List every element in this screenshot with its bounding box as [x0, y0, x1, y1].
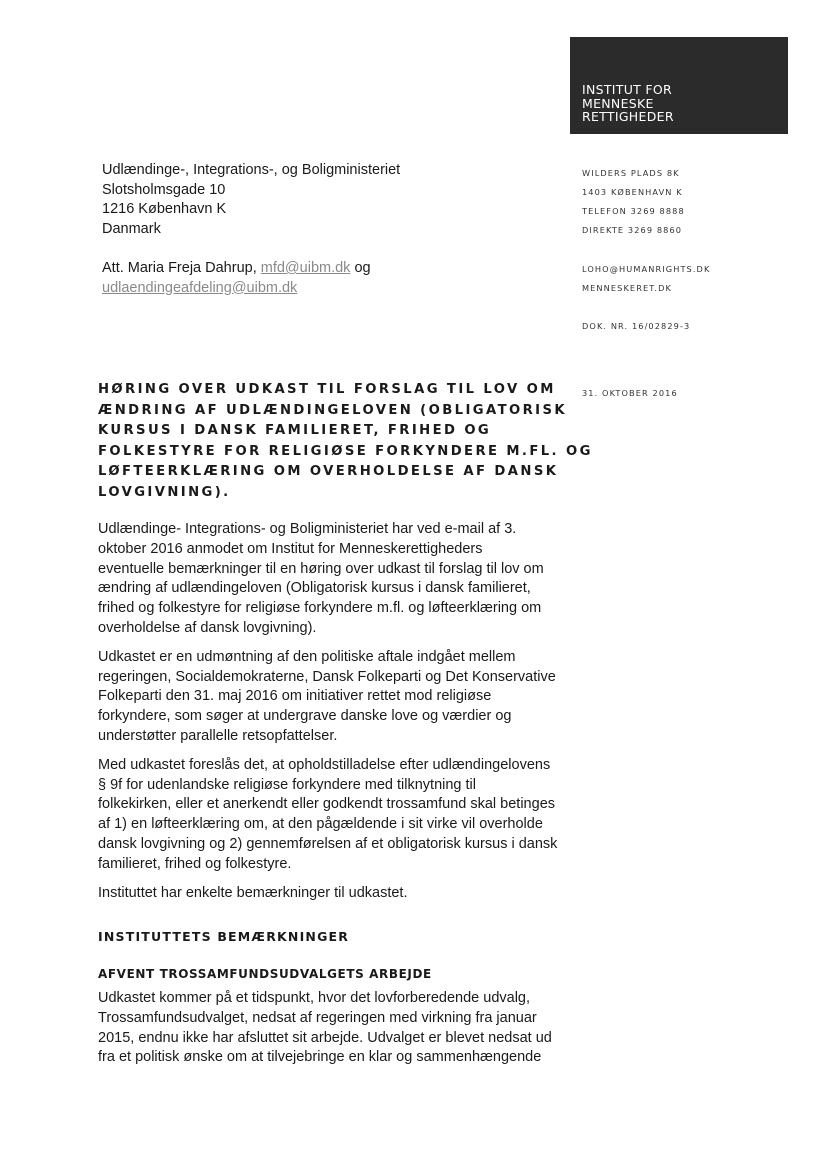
- contact-phone: TELEFON 3269 8888: [582, 206, 685, 216]
- recipient-address: [102, 161, 400, 239]
- letter-body: [98, 520, 568, 912]
- document-number: DOK. NR. 16/02829-3: [582, 321, 691, 331]
- section-heading: INSTITUTTETS BEMÆRKNINGER: [98, 929, 350, 944]
- text-line: fra et politisk ønske om at tilvejebringe en klar og sammenhængende: [98, 1049, 542, 1066]
- text-line: Trossamfundsudvalget, nedsat af regeringen med virkning fra januar: [98, 1009, 537, 1026]
- contact-website: MENNESKERET.DK: [582, 283, 672, 293]
- paragraph-remarks: [98, 884, 568, 904]
- title-line: LOVGIVNING).: [98, 484, 231, 500]
- contact-address-city: 1403 KØBENHAVN K: [582, 187, 683, 197]
- text-line: dansk lovgivning og 2) gennemførelsen af et obligatorisk kursus i dansk: [98, 835, 558, 852]
- letter-date: 31. OKTOBER 2016: [582, 388, 678, 398]
- text-line: § 9f for udenlandske religiøse forkyndere med tilknytning til: [98, 776, 476, 793]
- recipient-line: Danmark: [102, 220, 161, 237]
- contact-direct-phone: DIREKTE 3269 8860: [582, 225, 683, 235]
- title-line: HØRING OVER UDKAST TIL FORSLAG TIL LOV OM: [98, 382, 556, 397]
- att-prefix: Att. Maria Freja Dahrup,: [102, 260, 257, 276]
- text-line: frihed og folkestyre for religiøse forkyndere m.fl. og løfteerklæring om: [98, 600, 542, 617]
- text-line: forkyndere, som søger at undergrave danske love og værdier og: [98, 708, 512, 725]
- text-line: familieret, frihed og folkestyre.: [98, 855, 292, 872]
- text-line: oktober 2016 anmodet om Institut for Menneskerettigheders: [98, 540, 483, 557]
- text-line: Folkeparti den 31. maj 2016 om initiativer rettet mod religiøse: [98, 688, 492, 705]
- text-line: folkekirken, eller et anerkendt eller godkendt trossamfund skal betinges: [98, 796, 556, 813]
- paragraph-proposal: [98, 756, 568, 875]
- att-connector: og: [354, 260, 371, 276]
- paragraph-request: [98, 520, 568, 639]
- contact-email: LOHO@HUMANRIGHTS.DK: [582, 264, 711, 274]
- sub-heading: AFVENT TROSSAMFUNDSUDVALGETS ARBEJDE: [98, 967, 432, 981]
- text-line: 2015, endnu ikke har afsluttet sit arbejde. Udvalget er blevet nedsat ud: [98, 1029, 552, 1046]
- contact-address-street: WILDERS PLADS 8K: [582, 168, 680, 178]
- text-line: Instituttet har enkelte bemærkninger til udkastet.: [98, 884, 408, 901]
- text-line: Udkastet kommer på et tidspunkt, hvor det lovforberedende udvalg,: [98, 990, 531, 1006]
- logo-line-1: INSTITUT FOR: [582, 82, 673, 97]
- text-line: ændring af udlændingeloven (Obligatorisk kursus i dansk familieret,: [98, 580, 531, 597]
- logo-line-3: RETTIGHEDER: [582, 109, 674, 124]
- text-line: Udkastet er en udmøntning af den politiske aftale indgået mellem: [98, 648, 516, 665]
- paragraph-agreement: [98, 648, 568, 747]
- text-line: af 1) en løfteerklæring om, at den pågældende i sit virke vil overholde: [98, 816, 543, 833]
- recipient-line: Udlændinge-, Integrations-, og Boligministeriet: [102, 162, 401, 178]
- recipient-line: Slotsholmsgade 10: [102, 181, 226, 198]
- text-line: overholdelse af dansk lovgivning).: [98, 619, 317, 636]
- text-line: understøtter parallelle retsopfattelser.: [98, 727, 338, 744]
- text-line: eventuelle bemærkninger til en høring over udkast til forslag til lov om: [98, 560, 544, 577]
- text-line: Udlændinge- Integrations- og Boligministeriet har ved e-mail af 3.: [98, 521, 517, 537]
- email-link-mfd[interactable]: mfd@uibm.dk: [260, 260, 351, 276]
- title-line: FOLKESTYRE FOR RELIGIØSE FORKYNDERE M.FL. OG: [98, 443, 593, 459]
- title-line: LØFTEERKLÆRING OM OVERHOLDELSE AF DANSK: [98, 464, 559, 479]
- text-line: regeringen, Socialdemokraterne, Dansk Folkeparti og Det Konservative: [98, 668, 556, 685]
- title-line: KURSUS I DANSK FAMILIERET, FRIHED OG: [98, 423, 492, 438]
- email-link-department[interactable]: udlaendingeafdeling@uibm.dk: [102, 279, 298, 296]
- text-line: Med udkastet foreslås det, at opholdstilladelse efter udlændingelovens: [98, 756, 551, 773]
- title-line: ÆNDRING AF UDLÆNDINGELOVEN (OBLIGATORISK: [98, 402, 567, 418]
- sub-section-body: [98, 989, 552, 1068]
- logo-line-2: MENNESKE: [582, 95, 654, 111]
- attention-line: [102, 259, 371, 298]
- document-title: [98, 380, 593, 503]
- recipient-line: 1216 København K: [102, 201, 227, 217]
- institute-logo: [570, 37, 788, 134]
